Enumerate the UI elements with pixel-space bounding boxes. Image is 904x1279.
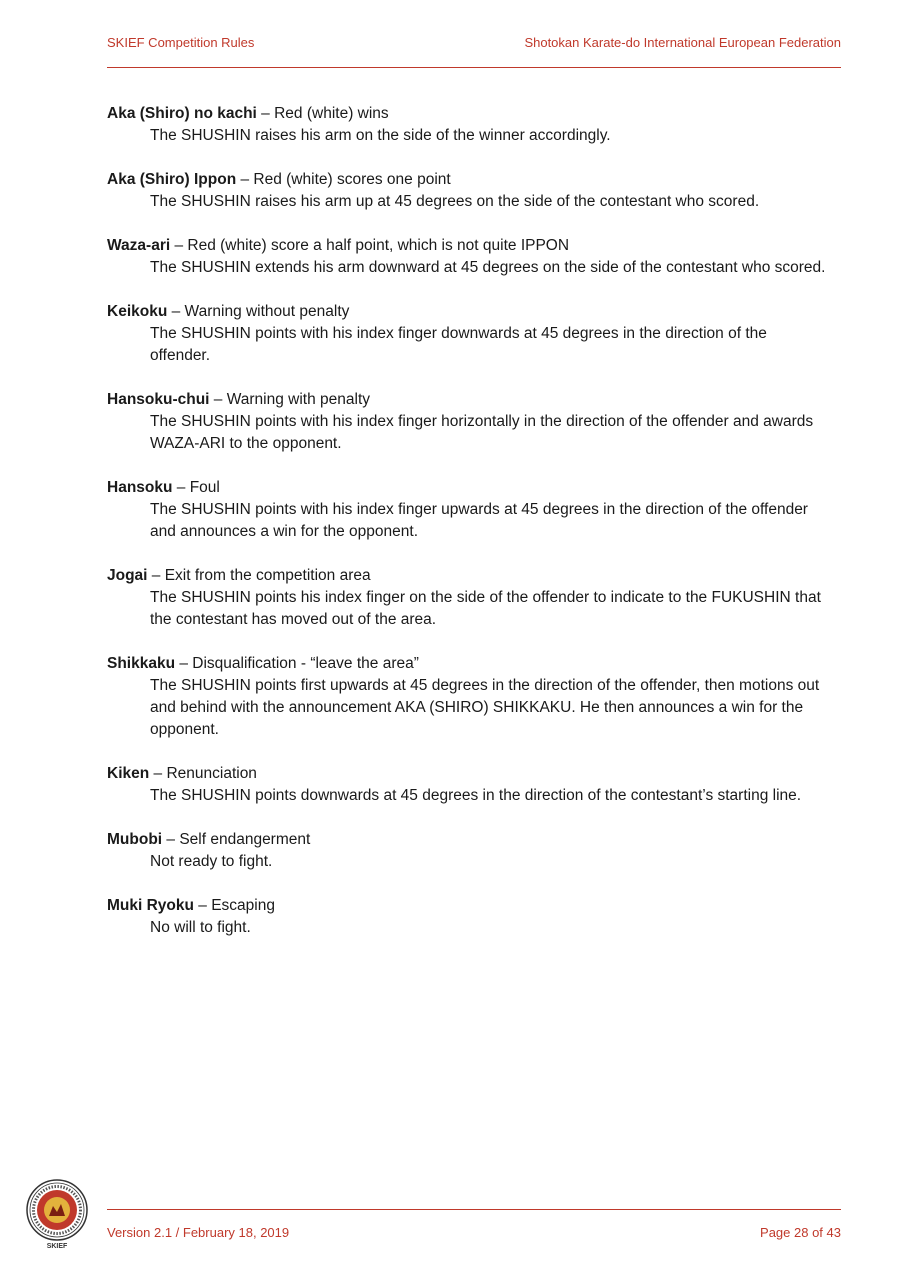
glossary-meaning: – Warning without penalty <box>167 303 350 320</box>
glossary-term: Shikkaku <box>107 655 176 672</box>
glossary-term: Kiken <box>107 765 150 782</box>
glossary-entry <box>107 829 827 873</box>
glossary-meaning: – Renunciation <box>149 765 257 782</box>
glossary-entry <box>107 653 827 741</box>
glossary-entry <box>107 103 827 147</box>
glossary-description: The SHUSHIN raises his arm up at 45 degrees on the side of the contestant who scored. <box>150 193 760 210</box>
glossary-term: Jogai <box>107 567 148 584</box>
glossary-description: The SHUSHIN points with his index finger upwards at 45 degrees in the direction of the offender and announces a win for the opponent. <box>150 501 808 540</box>
glossary-description: The SHUSHIN raises his arm on the side of the winner accordingly. <box>150 127 611 144</box>
glossary-meaning: – Escaping <box>193 897 275 914</box>
glossary-term: Waza-ari <box>107 237 171 254</box>
glossary-meaning: – Red (white) score a half point, which is not quite IPPON <box>170 237 570 254</box>
header-document-title: SKIEF Competition Rules <box>107 35 255 50</box>
glossary-term: Aka (Shiro) Ippon <box>107 171 237 188</box>
glossary-entry <box>107 895 827 939</box>
page-header <box>107 34 841 68</box>
glossary-entry <box>107 235 827 279</box>
glossary-list <box>107 103 827 961</box>
glossary-entry <box>107 763 827 807</box>
glossary-description: The SHUSHIN points first upwards at 45 degrees in the direction of the offender, then motions out and behind with the announcement AKA (SHIRO) SHIKKAKU. He then announces a win for the opponent. <box>150 677 820 738</box>
glossary-meaning: – Self endangerment <box>162 831 311 848</box>
glossary-entry <box>107 389 827 455</box>
skief-logo <box>25 1178 89 1250</box>
glossary-meaning: – Red (white) wins <box>256 105 389 122</box>
glossary-description: The SHUSHIN points downwards at 45 degrees in the direction of the contestant’s starting line. <box>150 787 802 804</box>
glossary-meaning: – Warning with penalty <box>209 391 371 408</box>
footer-divider <box>107 1209 841 1210</box>
glossary-term: Muki Ryoku <box>107 897 194 914</box>
glossary-meaning: – Exit from the competition area <box>147 567 371 584</box>
glossary-description: Not ready to fight. <box>150 853 273 870</box>
glossary-entry <box>107 301 827 367</box>
glossary-description: No will to fight. <box>150 919 251 936</box>
glossary-term: Aka (Shiro) no kachi <box>107 105 257 122</box>
glossary-meaning: – Disqualification - “leave the area” <box>175 655 419 672</box>
footer-page-number: Page 28 of 43 <box>760 1225 841 1240</box>
footer-version: Version 2.1 / February 18, 2019 <box>107 1225 290 1240</box>
glossary-entry <box>107 477 827 543</box>
glossary-meaning: – Red (white) scores one point <box>236 171 451 188</box>
glossary-term: Hansoku <box>107 479 173 496</box>
glossary-term: Keikoku <box>107 303 168 320</box>
glossary-entry <box>107 169 827 213</box>
glossary-description: The SHUSHIN points with his index finger horizontally in the direction of the offender and awards WAZA-ARI to the opponent. <box>150 413 814 452</box>
glossary-description: The SHUSHIN extends his arm downward at 45 degrees on the side of the contestant who scored. <box>150 259 826 276</box>
svg-text:SKIEF: SKIEF <box>46 1243 68 1250</box>
glossary-term: Mubobi <box>107 831 163 848</box>
glossary-description: The SHUSHIN points his index finger on the side of the offender to indicate to the FUKUSHIN that the contestant has moved out of the area. <box>150 589 821 628</box>
glossary-meaning: – Foul <box>172 479 220 496</box>
glossary-term: Hansoku-chui <box>107 391 210 408</box>
glossary-entry <box>107 565 827 631</box>
header-organization: Shotokan Karate-do International European Federation <box>524 35 841 50</box>
glossary-description: The SHUSHIN points with his index finger downwards at 45 degrees in the direction of the offender. <box>150 325 767 364</box>
